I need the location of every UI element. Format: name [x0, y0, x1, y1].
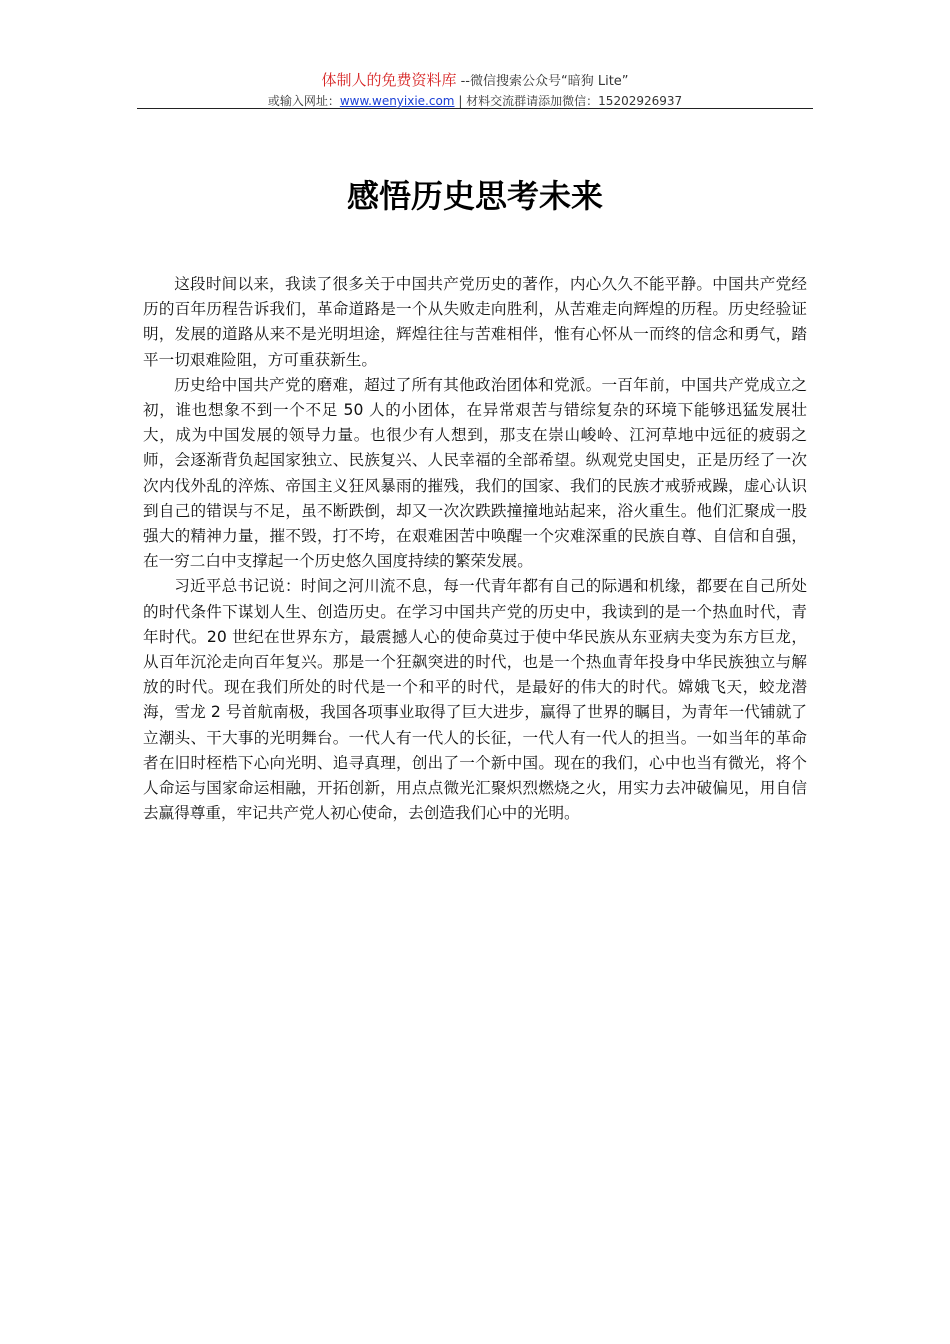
paragraph: 历史给中国共产党的磨难，超过了所有其他政治团体和党派。一百年前，中国共产党成立之初，谁也想象不到一个不足 50 人的小团体，在异常艰苦与错综复杂的环境下能够迅猛发展壮大，成为中国发展的领导力量。也很少有人想到，那支在崇山峻岭、江河草地中远征的疲弱之师，会逐渐背负起国家独立、民族复兴、人民幸福的全部希望。纵观党史国史，正是历经了一次次内伐外乱的淬炼、帝国主义狂风暴雨的摧残，我们的国家、我们的民族才戒骄戒躁，虚心认识到自己的错误与不足，虽不断跌倒，却又一次次跌跌撞撞地站起来，浴火重生。他们汇聚成一股强大的精神力量，摧不毁，打不垮，在艰难困苦中唤醒一个灾难深重的民族自尊、自信和自强，在一穷二白中支撑起一个历史悠久国度持续的繁荣发展。	[143, 375, 807, 571]
header-brand: 体制人的免费资料库	[321, 71, 457, 89]
document-title: 感悟历史思考未来	[346, 177, 603, 215]
header-tagline: --微信搜索公众号“暗狗 Lite”	[456, 74, 629, 89]
header-brand-line	[137, 70, 813, 92]
header-divider	[137, 108, 813, 109]
paragraph: 习近平总书记说：时间之河川流不息，每一代青年都有自己的际遇和机缘，都要在自己所处的时代条件下谋划人生、创造历史。在学习中国共产党的历史中，我读到的是一个热血时代，青年时代。20 世纪在世界东方，最震撼人心的使命莫过于使中华民族从东亚病夫变为东方巨龙，从百年沉沦走向百年复兴。那是一个狂飙突进的时代，也是一个热血青年投身中华民族独立与解放的时代。现在我们所处的时代是一个和平的时代，是最好的伟大的时代。嫦娥飞天，蛟龙潜海，雪龙 2 号首航南极，我国各项事业取得了巨大进步，赢得了世界的瞩目，为青年一代铺就了立潮头、干大事的光明舞台。一代人有一代人的长征，一代人有一代人的担当。一如当年的革命者在旧时桎梏下心向光明、追寻真理，创出了一个新中国。现在的我们，心中也当有微光，将个人命运与国家命运相融，开拓创新，用点点微光汇聚炽烈燃烧之火，用实力去冲破偏见，用自信去赢得尊重，牢记共产党人初心使命，去创造我们心中的光明。	[143, 577, 807, 823]
header-url-prefix: 或输入网址：	[267, 94, 340, 108]
document-body	[143, 272, 807, 826]
header-url-link[interactable]: www.wenyixie.com	[339, 94, 455, 108]
header-url-suffix: | 材料交流群请添加微信：15202926937	[454, 94, 683, 108]
page-header	[137, 70, 813, 110]
paragraph: 这段时间以来，我读了很多关于中国共产党历史的著作，内心久久不能平静。中国共产党经历的百年历程告诉我们，革命道路是一个从失败走向胜利，从苦难走向辉煌的历程。历史经验证明，发展的道路从来不是光明坦途，辉煌往往与苦难相伴，惟有心怀从一而终的信念和勇气，踏平一切艰难险阻，方可重获新生。	[143, 275, 807, 369]
